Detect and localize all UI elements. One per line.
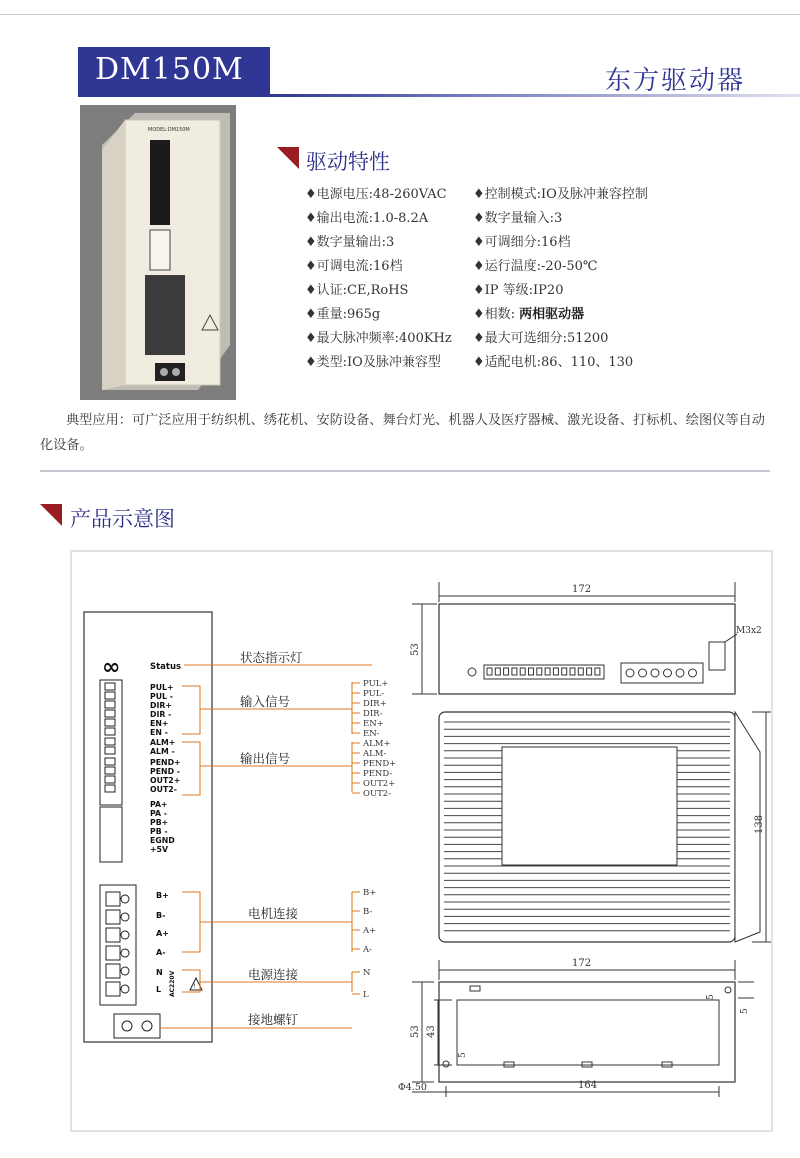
io-label: EGND [150,836,175,845]
diagram-frame [70,550,773,1132]
model-name: DM150M [95,52,244,87]
dim-screw: M3x2 [736,626,762,636]
logo-icon: ∞ [102,655,121,680]
top-pin [495,668,500,675]
io-pin [105,701,115,708]
io-label: PEND - [150,767,180,776]
signal-label: B- [363,907,373,917]
io-pin [105,776,115,783]
top-rule [0,14,800,15]
front-panel [84,612,212,1042]
brand-name: 东方驱动器 [604,66,745,96]
signal-label: PEND+ [363,759,397,769]
top-pin [545,668,550,675]
io-label: PEND+ [150,758,181,767]
bottom-view [412,960,754,1097]
terminal-screw [121,895,129,903]
top-pin [595,668,600,675]
spec-left-5: ♦认证:CE,RoHS [305,283,409,298]
io-pin [105,683,115,690]
features-title: 驱动特性 [306,150,390,174]
spec-left-2: ♦输出电流:1.0-8.2A [305,211,429,226]
top-pin [529,668,534,675]
signal-label: A- [363,945,373,955]
io-label: EN - [150,728,168,737]
ac-label: AC220V [169,970,176,997]
terminal-slot [106,910,120,924]
signal-label: ALM- [363,749,387,759]
callout-input: 输入信号 [240,694,291,709]
spec-right-1: ♦控制模式:IO及脉冲兼容控制 [473,187,648,202]
signal-label: DIR- [363,709,383,719]
callout-ground: 接地螺钉 [248,1012,299,1027]
dim-offset-c: 5 [740,1008,750,1014]
io-pin [105,747,115,754]
signal-label: PUL- [363,689,385,699]
terminal-slot [106,964,120,978]
top-terminal [626,669,634,677]
signal-label: ALM+ [363,739,391,749]
io-label: OUT2+ [150,776,181,785]
io-pin [105,785,115,792]
io-label: DIR - [150,710,172,719]
io-label: PUL+ [150,683,174,692]
io-pin [105,728,115,735]
signal-label: EN- [363,729,380,739]
io-label: ALM+ [150,738,176,747]
terminal-screw [121,949,129,957]
svg-text:!: ! [193,983,196,990]
io-label: PA+ [150,800,168,809]
signal-label: OUT2+ [363,779,396,789]
top-terminal [689,669,697,677]
io-pin [105,692,115,699]
spec-left-6: ♦重量:965g [305,307,381,322]
terminal-screw [121,913,129,921]
dim-inner-width: 164 [578,1080,598,1091]
top-terminal [651,669,659,677]
top-pin [562,668,567,675]
signal-label: N [363,968,371,978]
io-label: +5V [150,845,168,854]
top-view [412,582,737,694]
terminal-label: L [156,985,162,994]
signal-label: PUL+ [363,679,389,689]
top-pin [487,668,492,675]
io-label: EN+ [150,719,169,728]
io-label: OUT2- [150,785,177,794]
spec-right-8: ♦适配电机:86、110、130 [473,355,634,370]
io-label: PUL - [150,692,173,701]
top-pin [587,668,592,675]
diagram-title: 产品示意图 [70,507,175,531]
top-pin [520,668,525,675]
callout-power: 电源连接 [248,967,299,982]
svg-text:MODEL:DM150M: MODEL:DM150M [148,127,190,133]
callout-output: 输出信号 [240,751,291,766]
io-label: PA - [150,809,167,818]
dim-side-height: 138 [754,814,765,834]
dim-hole: Φ4.50 [398,1082,427,1093]
signal-label: OUT2- [363,789,392,799]
features-marker [277,147,299,169]
spec-left-4: ♦可调电流:16档 [305,259,403,274]
top-pin [570,668,575,675]
spec-left-1: ♦电源电压:48-260VAC [305,187,447,202]
spec-right-7: ♦最大可选细分:51200 [473,331,609,346]
terminal-slot [106,946,120,960]
terminal-label: A- [156,948,166,957]
io-pin [105,767,115,774]
top-terminal [676,669,684,677]
io-pin [105,758,115,765]
dim-bottom-h1: 53 [410,1025,421,1038]
terminal-label: N [156,968,163,977]
terminal-screw [121,985,129,993]
spec-right-4: ♦运行温度:-20-50℃ [473,259,598,274]
phase-value: 两相驱动器 [519,307,585,322]
terminal-label: B+ [156,891,169,900]
spec-right-2: ♦数字量输入:3 [473,211,563,226]
application-text: 典型应用：可广泛应用于纺织机、绣花机、安防设备、舞台灯光、机器人及医疗器械、激光设备、打标机、绘图仪等自动化设备。 [40,413,765,453]
section-divider [40,470,770,472]
terminal-slot [106,928,120,942]
top-terminal [639,669,647,677]
dim-bottom-h2: 43 [426,1025,437,1038]
terminal-screw [121,931,129,939]
spec-left-8: ♦类型:IO及脉冲兼容型 [305,355,441,370]
callout-motor: 电机连接 [248,906,299,921]
signal-label: B+ [363,888,377,898]
io-label: PB+ [150,818,169,827]
signal-label: PEND- [363,769,393,779]
diagram-marker [40,504,62,526]
io-pin [105,738,115,745]
terminal-slot [106,982,120,996]
terminal-slot [106,892,120,906]
signal-label: EN+ [363,719,384,729]
spec-right-5: ♦IP 等级:IP20 [473,283,564,298]
status-label: Status [150,662,182,672]
io-label: PB - [150,827,168,836]
top-pin [512,668,517,675]
callout-status: 状态指示灯 [240,650,303,665]
dim-offset-a: 5 [458,1052,468,1058]
dim-top-width: 172 [572,584,592,595]
top-pin [504,668,509,675]
top-terminal [664,669,672,677]
spec-right-3: ♦可调细分:16档 [473,235,571,250]
io-label: ALM - [150,747,175,756]
spec-right-6: ♦相数: 两相驱动器 [473,307,585,322]
product-photo [80,105,236,400]
dim-bottom-width: 172 [572,958,592,969]
terminal-label: B- [156,911,166,920]
dim-offset-b: 5 [706,994,716,1000]
top-pin [537,668,542,675]
side-view [439,712,771,942]
terminal-label: A+ [156,929,169,938]
signal-label: A+ [363,926,377,936]
io-label: DIR+ [150,701,172,710]
io-pin [105,710,115,717]
terminal-screw [121,967,129,975]
top-pin [553,668,558,675]
dim-top-height: 53 [410,643,421,656]
signal-label: DIR+ [363,699,387,709]
spec-left-3: ♦数字量输出:3 [305,235,395,250]
signal-label: L [363,990,369,1000]
spec-left-7: ♦最大脉冲频率:400KHz [305,331,452,346]
io-pin [105,719,115,726]
top-pin [578,668,583,675]
